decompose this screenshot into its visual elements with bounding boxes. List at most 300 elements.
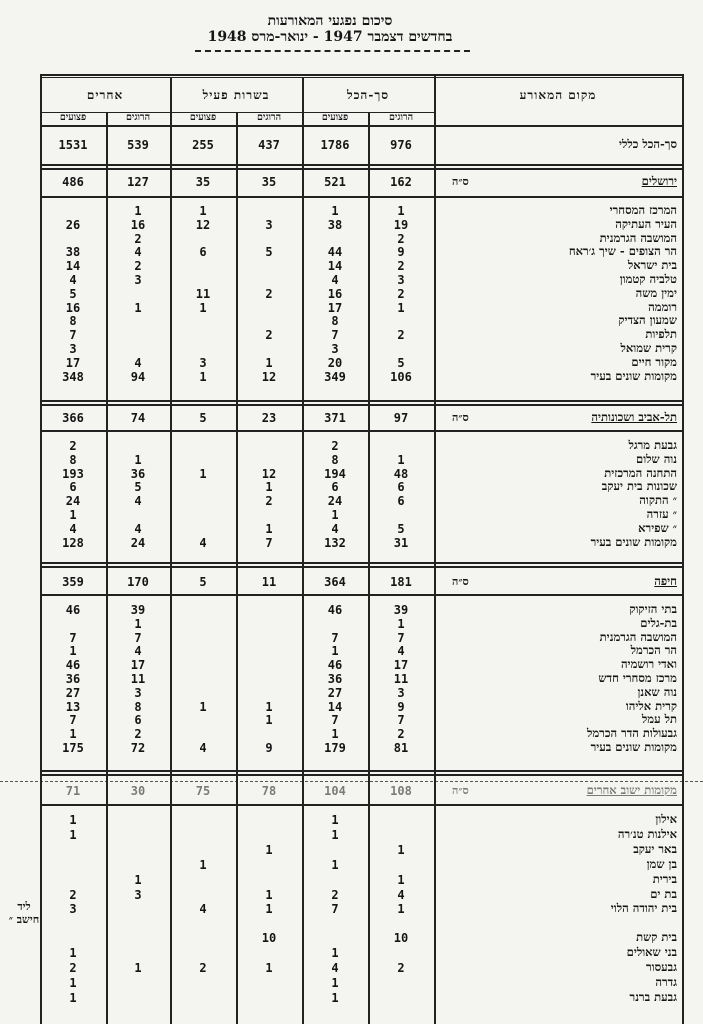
- value-cell: 1: [69, 946, 77, 960]
- value-cell: 194: [324, 467, 346, 481]
- table-row: [40, 930, 680, 946]
- value-cell: 10: [261, 931, 277, 945]
- value-cell: 1: [397, 453, 405, 467]
- value-cell: 30: [130, 784, 146, 798]
- value-cell: 1: [265, 843, 273, 857]
- value-cell: 6: [69, 480, 77, 494]
- place-label: נוה שלום: [636, 452, 677, 466]
- place-label: אילנות טנ׳רה: [617, 827, 677, 841]
- section-divider: [40, 774, 682, 776]
- value-cell: 1: [331, 508, 339, 522]
- value-cell: 364: [324, 575, 346, 589]
- value-cell: 8: [69, 453, 77, 467]
- place-label: תלפיות: [645, 327, 677, 341]
- section-divider: [40, 594, 682, 596]
- value-cell: 1: [265, 902, 273, 916]
- value-cell: 12: [195, 218, 211, 232]
- value-cell: 14: [327, 259, 343, 273]
- section-summary-row: [40, 410, 680, 426]
- value-cell: 132: [324, 536, 346, 550]
- value-cell: 11: [261, 575, 277, 589]
- value-cell: 3: [397, 686, 405, 700]
- place-label: העיר העתיקה: [615, 217, 677, 231]
- place-label: רוממה: [648, 300, 677, 314]
- value-cell: 1: [134, 873, 142, 887]
- value-cell: 7: [69, 328, 77, 342]
- value-cell: 24: [130, 536, 146, 550]
- value-cell: 1: [331, 828, 339, 842]
- value-cell: 3: [69, 902, 77, 916]
- place-label: גבעת מרגל: [628, 438, 677, 452]
- value-cell: 2: [397, 287, 405, 301]
- place-label: בית קשת: [636, 930, 677, 944]
- value-cell: 27: [327, 686, 343, 700]
- value-cell: 193: [62, 467, 84, 481]
- value-cell: 486: [62, 175, 84, 189]
- value-cell: 36: [65, 672, 81, 686]
- value-cell: 7: [331, 631, 339, 645]
- value-cell: 4: [199, 902, 207, 916]
- place-label: גבעולות הדר הכרמל: [586, 726, 677, 740]
- table-row: [40, 960, 680, 976]
- value-cell: 16: [65, 301, 81, 315]
- place-label: ״ התקוה: [639, 493, 677, 507]
- value-cell: 1: [265, 888, 273, 902]
- place-label: נוה שאנן: [637, 685, 677, 699]
- wounded-subheader: פצועים: [321, 112, 349, 123]
- value-cell: 1: [199, 301, 207, 315]
- value-cell: 2: [265, 328, 273, 342]
- value-cell: 366: [62, 411, 84, 425]
- value-cell: 1: [134, 961, 142, 975]
- value-cell: 5: [199, 411, 207, 425]
- place-label: טלביה קטמון: [619, 272, 677, 286]
- value-cell: 4: [134, 522, 142, 536]
- value-cell: 4: [134, 494, 142, 508]
- value-cell: 4: [134, 245, 142, 259]
- value-cell: 2: [397, 727, 405, 741]
- value-cell: 2: [265, 287, 273, 301]
- value-cell: 11: [195, 287, 211, 301]
- value-cell: 7: [265, 536, 273, 550]
- value-cell: 8: [331, 314, 339, 328]
- value-cell: 5: [69, 287, 77, 301]
- value-cell: 39: [130, 603, 146, 617]
- value-cell: 26: [65, 218, 81, 232]
- value-cell: 7: [397, 631, 405, 645]
- value-cell: 2: [134, 232, 142, 246]
- value-cell: 78: [261, 784, 277, 798]
- value-cell: 35: [261, 175, 277, 189]
- value-cell: 7: [69, 713, 77, 727]
- section-total-mark: ס״ה: [452, 575, 469, 588]
- table-row: [40, 842, 680, 858]
- value-cell: 72: [130, 741, 146, 755]
- table-row: [40, 812, 680, 828]
- value-cell: 348: [62, 370, 84, 384]
- value-cell: 7: [134, 631, 142, 645]
- place-label: תל עמל: [641, 712, 677, 726]
- value-cell: 4: [397, 888, 405, 902]
- value-cell: 1: [331, 858, 339, 872]
- place-label: הר הכרמל: [630, 643, 677, 657]
- value-cell: 1: [331, 644, 339, 658]
- place-label: ימין משה: [635, 286, 677, 300]
- value-cell: 6: [134, 713, 142, 727]
- place-label: שמעון הצדיק: [618, 313, 677, 327]
- value-cell: 108: [390, 784, 412, 798]
- value-cell: 4: [199, 536, 207, 550]
- value-cell: 4: [134, 644, 142, 658]
- value-cell: 1: [69, 644, 77, 658]
- value-cell: 3: [397, 273, 405, 287]
- value-cell: 1: [397, 617, 405, 631]
- value-cell: 5: [397, 356, 405, 370]
- place-label: קרית אליהו: [625, 699, 677, 713]
- value-cell: 1: [331, 976, 339, 990]
- value-cell: 9: [265, 741, 273, 755]
- value-cell: 1: [265, 961, 273, 975]
- value-cell: 19: [393, 218, 409, 232]
- value-cell: 2: [199, 961, 207, 975]
- place-label: בירית: [652, 872, 677, 886]
- value-cell: 44: [327, 245, 343, 259]
- value-cell: 127: [127, 175, 149, 189]
- value-cell: 349: [324, 370, 346, 384]
- place-column-header: מקום המאורע: [519, 88, 597, 102]
- value-cell: 1: [331, 946, 339, 960]
- value-cell: 12: [261, 467, 277, 481]
- value-cell: 11: [393, 672, 409, 686]
- value-cell: 46: [327, 603, 343, 617]
- section-summary-row: [40, 174, 680, 190]
- section-divider: [40, 400, 682, 402]
- section-total-mark: ס״ה: [452, 411, 469, 424]
- value-cell: 48: [393, 467, 409, 481]
- place-label: גבעת ברנר: [629, 990, 677, 1004]
- value-cell: 7: [331, 328, 339, 342]
- value-cell: 106: [390, 370, 412, 384]
- table-row: [40, 945, 680, 961]
- value-cell: 539: [127, 138, 149, 152]
- value-cell: 10: [393, 931, 409, 945]
- value-cell: 36: [327, 672, 343, 686]
- value-cell: 1: [199, 204, 207, 218]
- value-cell: 2: [69, 888, 77, 902]
- value-cell: 24: [327, 494, 343, 508]
- table-row: [40, 740, 680, 756]
- document-subtitle: בחדשים דצמבר 1947 - ינואר-מרס 1948: [207, 29, 453, 45]
- wounded-subheader: פצועים: [59, 112, 87, 123]
- value-cell: 4: [69, 522, 77, 536]
- value-cell: 2: [134, 259, 142, 273]
- header-bottom-border: [40, 125, 682, 127]
- section-divider: [40, 430, 682, 432]
- value-cell: 16: [130, 218, 146, 232]
- section-divider: [40, 404, 682, 406]
- value-cell: 1: [134, 204, 142, 218]
- section-total-mark: ס״ה: [452, 175, 469, 188]
- value-cell: 4: [331, 273, 339, 287]
- value-cell: 5: [265, 245, 273, 259]
- title-underline: [195, 50, 470, 52]
- value-cell: 38: [327, 218, 343, 232]
- value-cell: 5: [134, 480, 142, 494]
- place-label: שכונות בית יעקב: [601, 479, 677, 493]
- value-cell: 521: [324, 175, 346, 189]
- section-title: ירושלים: [641, 174, 677, 188]
- value-cell: 46: [65, 658, 81, 672]
- place-label: המרכז המסחרי: [609, 203, 677, 217]
- value-cell: 17: [393, 658, 409, 672]
- value-cell: 74: [130, 411, 146, 425]
- value-cell: 71: [65, 784, 81, 798]
- value-cell: 2: [397, 259, 405, 273]
- section-title: תל-אביב ושכונותיה: [591, 410, 677, 424]
- value-cell: 1: [331, 991, 339, 1005]
- value-cell: 46: [327, 658, 343, 672]
- killed-subheader: הרוגים: [125, 112, 151, 123]
- value-cell: 8: [134, 700, 142, 714]
- value-cell: 1: [331, 204, 339, 218]
- table-row: [40, 990, 680, 1006]
- place-label: מקומות שונים בעיר: [590, 535, 677, 549]
- value-cell: 1: [397, 873, 405, 887]
- value-cell: 6: [199, 245, 207, 259]
- value-cell: 14: [65, 259, 81, 273]
- place-label: ״ עזרה: [646, 507, 677, 521]
- value-cell: 1: [134, 617, 142, 631]
- place-label: באר יעקב: [633, 842, 677, 856]
- value-cell: 23: [261, 411, 277, 425]
- value-cell: 75: [195, 784, 211, 798]
- place-label: בת-גלים: [640, 616, 677, 630]
- value-cell: 3: [134, 273, 142, 287]
- total-column-header: סך-הכל: [346, 88, 390, 102]
- place-label: מרכז מסחרי חדש: [598, 671, 677, 685]
- value-cell: 7: [331, 713, 339, 727]
- value-cell: 4: [397, 644, 405, 658]
- value-cell: 1: [397, 204, 405, 218]
- value-cell: 35: [195, 175, 211, 189]
- value-cell: 179: [324, 741, 346, 755]
- value-cell: 2: [331, 888, 339, 902]
- table-right-border: [682, 74, 684, 1024]
- value-cell: 2: [69, 439, 77, 453]
- value-cell: 5: [199, 575, 207, 589]
- value-cell: 11: [130, 672, 146, 686]
- grand-total-label: סך-הכל כללי: [619, 137, 677, 151]
- value-cell: 4: [331, 522, 339, 536]
- table-row: [40, 369, 680, 385]
- place-label: בת ים: [650, 887, 677, 901]
- value-cell: 5: [397, 522, 405, 536]
- section-summary-row: [40, 783, 680, 799]
- section-title: מקומות ישוב אחרים: [586, 783, 677, 797]
- value-cell: 1: [69, 976, 77, 990]
- value-cell: 4: [69, 273, 77, 287]
- table-row: [40, 857, 680, 873]
- value-cell: 3: [134, 686, 142, 700]
- section-divider: [40, 168, 682, 170]
- table-row: [40, 827, 680, 843]
- value-cell: 27: [65, 686, 81, 700]
- value-cell: 1: [265, 480, 273, 494]
- value-cell: 9: [397, 245, 405, 259]
- value-cell: 31: [393, 536, 409, 550]
- value-cell: 371: [324, 411, 346, 425]
- place-label: ואדי רושמיה: [620, 657, 677, 671]
- grand-total-bottom-border: [40, 164, 682, 166]
- value-cell: 181: [390, 575, 412, 589]
- place-label: גדרה: [655, 975, 677, 989]
- value-cell: 7: [397, 713, 405, 727]
- value-cell: 976: [390, 138, 412, 152]
- value-cell: 1: [265, 700, 273, 714]
- value-cell: 1: [397, 902, 405, 916]
- value-cell: 2: [397, 328, 405, 342]
- value-cell: 3: [265, 218, 273, 232]
- value-cell: 81: [393, 741, 409, 755]
- value-cell: 9: [397, 700, 405, 714]
- value-cell: 104: [324, 784, 346, 798]
- place-label: בתי הזיקוק: [629, 602, 677, 616]
- value-cell: 1: [69, 828, 77, 842]
- table-row: [40, 975, 680, 991]
- place-label: קרית שמואל: [620, 341, 677, 355]
- value-cell: 94: [130, 370, 146, 384]
- value-cell: 162: [390, 175, 412, 189]
- place-label: בית יהודה הלוי: [610, 901, 677, 915]
- value-cell: 3: [69, 342, 77, 356]
- section-divider: [40, 566, 682, 568]
- value-cell: 1: [331, 813, 339, 827]
- value-cell: 1: [199, 700, 207, 714]
- value-cell: 1: [69, 813, 77, 827]
- margin-handwritten-note: ליד חישב ״: [8, 900, 40, 926]
- value-cell: 175: [62, 741, 84, 755]
- killed-subheader: הרוגים: [256, 112, 282, 123]
- section-divider: [40, 562, 682, 564]
- value-cell: 1: [397, 301, 405, 315]
- table-row: [40, 535, 680, 551]
- section-divider: [40, 804, 682, 806]
- value-cell: 20: [327, 356, 343, 370]
- value-cell: 17: [327, 301, 343, 315]
- value-cell: 1: [199, 858, 207, 872]
- value-cell: 2: [397, 961, 405, 975]
- value-cell: 2: [265, 494, 273, 508]
- value-cell: 1: [265, 713, 273, 727]
- document-title: סיכום נפגעי המאורעות: [267, 13, 393, 29]
- value-cell: 4: [199, 741, 207, 755]
- value-cell: 1: [199, 370, 207, 384]
- value-cell: 14: [327, 700, 343, 714]
- value-cell: 1: [134, 453, 142, 467]
- value-cell: 17: [65, 356, 81, 370]
- grand-total-row: [40, 137, 680, 153]
- table-top-border: [40, 74, 682, 76]
- table-row: [40, 901, 680, 917]
- place-label: בן שמן: [646, 857, 677, 871]
- value-cell: 6: [397, 480, 405, 494]
- value-cell: 36: [130, 467, 146, 481]
- value-cell: 7: [331, 902, 339, 916]
- value-cell: 6: [331, 480, 339, 494]
- value-cell: 255: [192, 138, 214, 152]
- value-cell: 1786: [320, 138, 350, 152]
- place-label: התחנה המרכזית: [604, 466, 677, 480]
- value-cell: 1: [265, 356, 273, 370]
- value-cell: 437: [258, 138, 280, 152]
- place-label: הר הצופים - שיך ג׳ראח: [568, 244, 677, 258]
- value-cell: 3: [134, 888, 142, 902]
- section-total-mark: ס״ה: [452, 784, 469, 797]
- value-cell: 13: [65, 700, 81, 714]
- killed-subheader: הרוגים: [388, 112, 414, 123]
- section-summary-row: [40, 574, 680, 590]
- value-cell: 4: [134, 356, 142, 370]
- value-cell: 46: [65, 603, 81, 617]
- place-label: המושבה הגרמנית: [599, 630, 677, 644]
- place-label: המושבה הגרמנית: [599, 231, 677, 245]
- value-cell: 128: [62, 536, 84, 550]
- place-label: מקומות שונים בעיר: [590, 369, 677, 383]
- value-cell: 8: [331, 453, 339, 467]
- active-service-column-header: בשרות פעיל: [202, 88, 270, 102]
- value-cell: 1: [134, 301, 142, 315]
- value-cell: 24: [65, 494, 81, 508]
- value-cell: 2: [397, 232, 405, 246]
- value-cell: 2: [331, 439, 339, 453]
- value-cell: 1: [397, 843, 405, 857]
- value-cell: 39: [393, 603, 409, 617]
- value-cell: 1: [199, 467, 207, 481]
- place-label: מקור חיים: [631, 355, 677, 369]
- table-row: [40, 872, 680, 888]
- place-label: בני שאולים: [626, 945, 677, 959]
- value-cell: 1: [265, 522, 273, 536]
- value-cell: 7: [69, 631, 77, 645]
- place-label: גבעסור: [646, 960, 677, 974]
- value-cell: 6: [397, 494, 405, 508]
- value-cell: 2: [69, 961, 77, 975]
- value-cell: 1: [69, 727, 77, 741]
- value-cell: 38: [65, 245, 81, 259]
- section-divider: [40, 770, 682, 772]
- value-cell: 1: [69, 991, 77, 1005]
- value-cell: 16: [327, 287, 343, 301]
- value-cell: 1: [331, 727, 339, 741]
- place-label: ״ שפירא: [638, 521, 677, 535]
- value-cell: 170: [127, 575, 149, 589]
- value-cell: 2: [134, 727, 142, 741]
- wounded-subheader: פצועים: [189, 112, 217, 123]
- value-cell: 97: [393, 411, 409, 425]
- value-cell: 12: [261, 370, 277, 384]
- value-cell: 8: [69, 314, 77, 328]
- value-cell: 3: [199, 356, 207, 370]
- value-cell: 17: [130, 658, 146, 672]
- place-label: מקומות שונים בעיר: [590, 740, 677, 754]
- section-title: חיפה: [654, 574, 677, 588]
- value-cell: 1531: [58, 138, 88, 152]
- table-top-border-inner: [40, 77, 682, 78]
- value-cell: 359: [62, 575, 84, 589]
- others-column-header: אחרים: [86, 88, 124, 102]
- place-label: אילון: [655, 812, 677, 826]
- value-cell: 4: [331, 961, 339, 975]
